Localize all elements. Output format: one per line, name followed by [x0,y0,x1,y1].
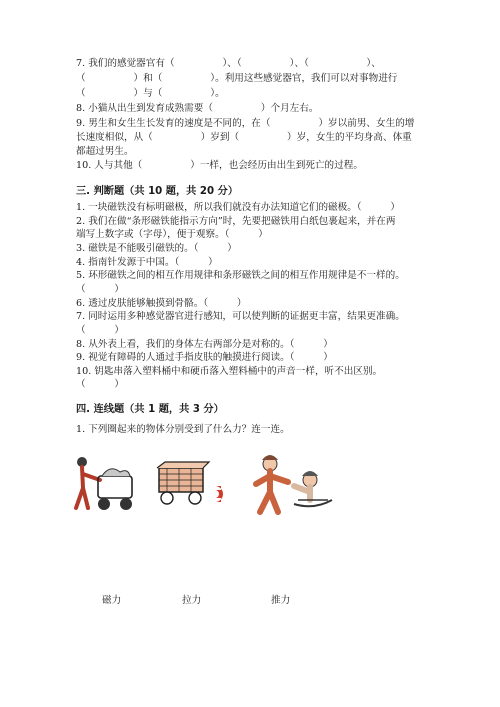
fill-line-7: 都超过男生。 [76,146,134,157]
judge-line-6: 5. 环形磁铁之间的相互作用规律和条形磁铁之间的相互作用规律是不一样的。 [76,270,405,281]
judge-line-5: 4. 指南针发源于中国。（ ） [76,257,218,268]
judge-line-9: 7. 同时运用多种感觉器官进行感知，可以使判断的证据更丰富，结果更准确。 [76,311,405,322]
cart-and-magnet-illustration [155,460,233,512]
fill-line-1: 7. 我们的感觉器官有（ ）、（ ）、（ ）、 [76,58,381,69]
answer-pulling-force: 拉力 [182,595,202,606]
kids-on-sled-illustration [248,452,338,520]
judge-line-3: 端写上数字或（字母），便于观察。（ ） [76,229,268,240]
judge-line-13: 10. 钥匙串落入塑料桶中和硬币落入塑料桶中的声音一样，听不出区别。 [76,366,383,377]
judge-line-10: （ ） [76,325,124,336]
connect-question: 1. 下列圈起来的物体分别受到了什么力？连一连。 [76,424,290,435]
section-3-title: 三. 判断题（共 10 题，共 20 分） [76,186,239,197]
judge-line-14: （ ） [76,379,124,390]
fill-line-4: 8. 小猫从出生到发育成熟需要（ ）个月左右。 [76,103,319,114]
judge-line-7: （ ） [76,284,124,295]
child-pushing-cart-illustration [70,452,138,518]
judge-line-11: 8. 从外表上看，我们的身体左右两部分是对称的。（ ） [76,339,333,350]
judge-line-4: 3. 磁铁是不能吸引磁铁的。（ ） [76,243,237,254]
answer-magnetic-force: 磁力 [102,595,122,606]
fill-line-5: 9. 男生和女生生长发育的速度是不同的，在（ ）岁以前男、女生的增 [76,118,415,129]
illustration-row [70,452,410,524]
judge-line-1: 1. 一块磁铁没有标明磁极，所以我们就没有办法知道它们的磁极。（ ） [76,202,400,213]
fill-line-3: （ ）与（ ）。 [76,88,225,99]
fill-line-2: （ ）和（ ）。利用这些感觉器官，我们可以对事物进行 [76,73,398,84]
fill-line-6: 长速度相似，从（ ）岁到（ ）岁，女生的平均身高、体重 [76,132,412,143]
fill-line-8: 10. 人与其他（ ）一样，也会经历由出生到死亡的过程。 [76,160,363,171]
judge-line-2: 2. 我们在做“条形磁铁能指示方向”时，先要把磁铁用白纸包裹起来，并在两 [76,216,396,227]
answer-pushing-force: 推力 [271,595,291,606]
section-4-title: 四. 连线题（共 1 题，共 3 分） [76,404,224,415]
judge-line-12: 9. 视觉有障碍的人通过手指皮肤的触摸进行阅读。（ ） [76,352,333,363]
judge-line-8: 6. 透过皮肤能够触摸到骨骼。（ ） [76,298,247,309]
